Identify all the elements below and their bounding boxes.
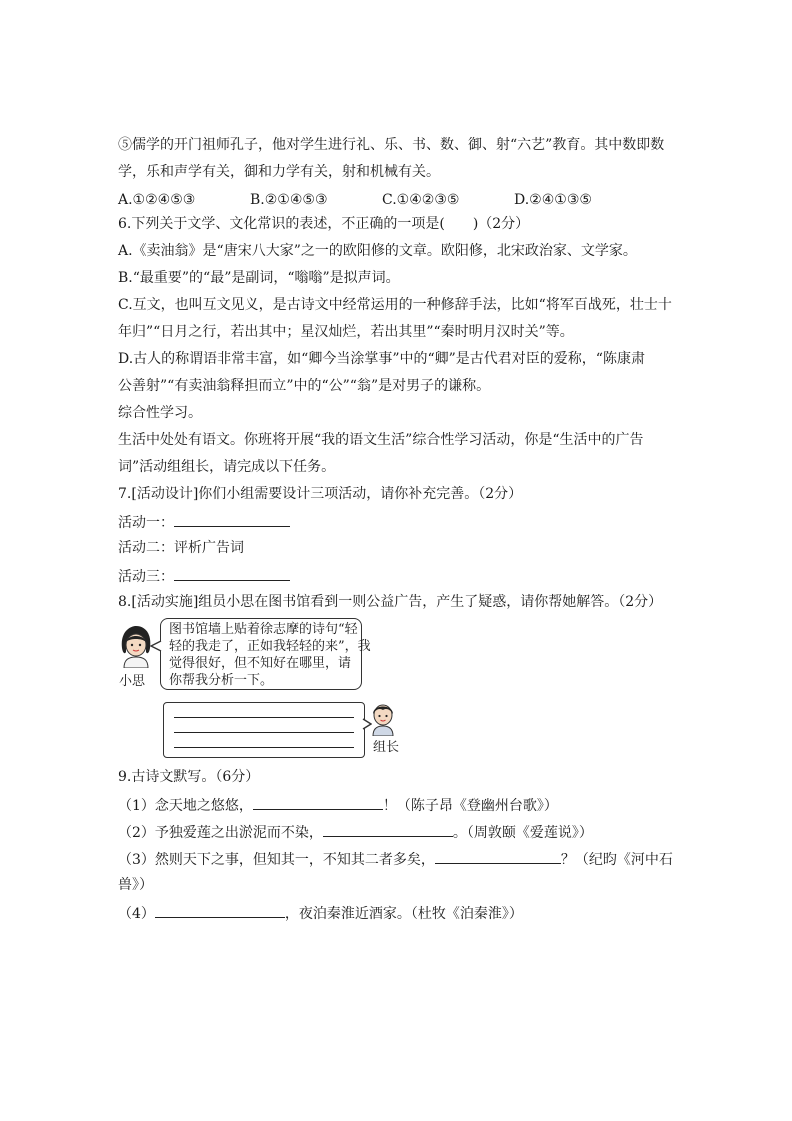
q5-options [118,190,592,210]
q6-option-a: A.《卖油翁》是“唐宋八大家”之一的欧阳修的文章。欧阳修，北宋政治家、文学家。 [118,243,637,259]
answer-blank-3[interactable] [174,747,354,748]
q7-activity-3-label: 活动三： [118,569,174,585]
girl-speech-line2: 轻的我走了，正如我轻轻的来”，我 [169,639,371,654]
answer-blank-1[interactable] [174,717,354,718]
q5-option-d: D.②④①③⑤ [514,192,592,208]
q6-stem: 6.下列关于文学、文化常识的表述，不正确的一项是( )（2分） [118,216,530,232]
q7-activity-1-label: 活动一： [118,515,174,531]
q9-item-2-blank[interactable] [323,821,453,837]
q7-activity-1 [118,511,290,533]
q8-stem: 8.[活动实施]组员小思在图书馆看到一则公益广告，产生了疑惑，请你帮她解答。（2分） [118,594,663,610]
girl-bubble-tail-icon [150,640,162,652]
q6-option-d-line2: 公善射”“有卖油翁释担而立”中的“公”“翁”是对男子的谦称。 [118,378,491,394]
girl-speech-line3: 觉得很好，但不知好在哪里，请 [169,656,352,671]
comprehensive-intro-line1: 生活中处处有语文。你班将开展“我的语文生活”综合性学习活动，你是“生活中的广告 [118,432,644,448]
q5-item5-line2: 学，乐和声学有关，御和力学有关，射和机械有关。 [118,164,440,180]
q5-item5-line1: ⑤儒学的开门祖师孔子，他对学生进行礼、乐、书、数、御、射“六艺”教育。其中数即数 [118,137,665,153]
q5-option-a: A.①②④⑤③ [118,192,196,208]
girl-speech-bubble [160,618,371,690]
q9-item-2 [118,821,593,843]
answer-blank-2[interactable] [174,732,354,733]
q9-item-2-suffix: 。（周敦颐《爱莲说》） [452,825,593,841]
q7-stem: 7.[活动设计]你们小组需要设计三项活动，请你补充完善。（2分） [118,486,523,502]
q9-item-1 [118,794,558,816]
boy-avatar-icon [368,700,398,736]
q9-stem: 9.古诗文默写。（6分） [118,769,260,785]
girl-name-label: 小思 [119,674,146,689]
boy-name-label: 组长 [373,740,400,755]
q9-item-1-suffix: ！（陈子昂《登幽州台歌》） [382,798,558,814]
q9-item-3-suffix: ？（纪昀《河中石 [560,852,673,868]
q9-item-4-prefix: （4） [118,906,155,922]
q7-activity-3-blank[interactable] [174,565,290,581]
q5-option-c: C.①④②③⑤ [382,192,460,208]
girl-speech-line1: 图书馆墙上贴着徐志摩的诗句“轻 [169,622,358,637]
q9-item-1-prefix: （1）念天地之悠悠， [118,798,253,814]
q6-option-c-line1: C.互文，也叫互文见义，是古诗文中经常运用的一种修辞手法，比如“将军百战死，壮士十 [118,297,672,313]
answer-bubble [163,702,365,758]
q9-item-3-blank[interactable] [435,848,561,864]
q7-activity-3 [118,565,290,587]
q7-activity-1-blank[interactable] [174,511,290,527]
girl-speech-line4: 你帮我分析一下。 [169,673,274,688]
q9-item-4 [118,902,523,924]
q9-item-2-prefix: （2）予独爱莲之出淤泥而不染， [118,825,323,841]
comprehensive-title: 综合性学习。 [118,405,202,421]
q6-option-c-line2: 年归”“日月之行，若出其中；星汉灿烂，若出其里”“秦时明月汉时关”等。 [118,324,574,340]
q6-option-d-line1: D.古人的称谓语非常丰富，如“卿今当涂掌事”中的“卿”是古代君对臣的爱称，“陈康肃 [118,351,645,367]
q9-item-4-suffix: ，夜泊秦淮近酒家。（杜牧《泊秦淮》） [284,906,523,922]
q9-item-4-blank[interactable] [155,902,285,918]
q6-option-b: B.“最重要”的“最”是副词，“嗡嗡”是拟声词。 [118,270,400,286]
q9-item-3-prefix: （3）然则天下之事，但知其一，不知其二者多矣， [118,852,435,868]
q9-item-1-blank[interactable] [253,794,383,810]
comprehensive-intro-line2: 词”活动组组长，请完成以下任务。 [118,459,336,475]
q7-activity-2: 活动二：评析广告词 [118,540,244,556]
q5-option-b: B.②①④⑤③ [250,192,328,208]
q9-item-3 [118,848,673,870]
q9-item-3-continued: 兽》） [118,877,153,893]
